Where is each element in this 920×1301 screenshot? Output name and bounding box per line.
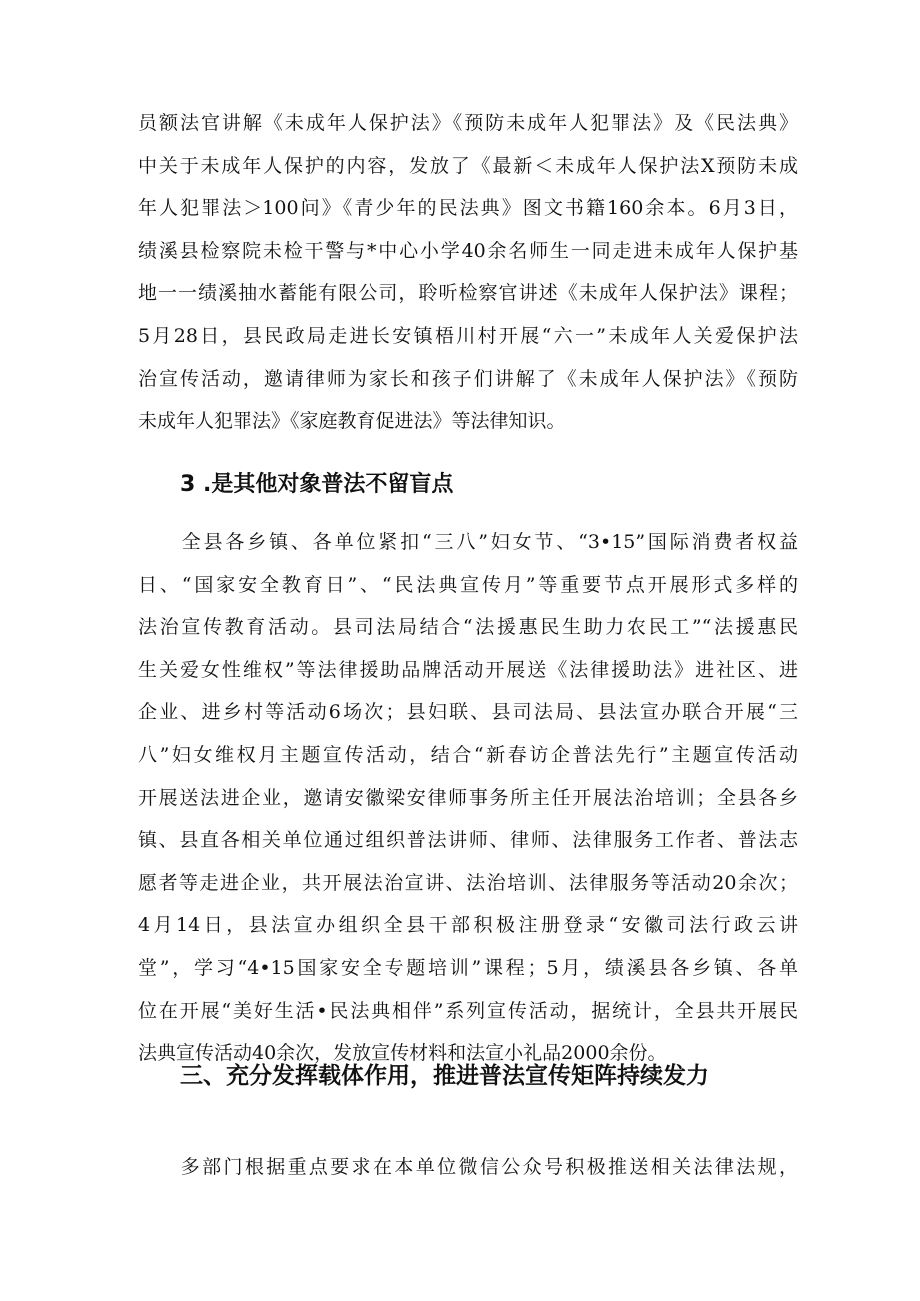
text-line: 治宣传活动，邀请律师为家长和孩子们讲解了《未成年人保护法》《预防 <box>138 367 798 390</box>
section-subheading: 3 .是其他对象普法不留盲点 <box>180 472 454 497</box>
text-line: 企业、进乡村等活动6场次；县妇联、县司法局、县法宣办联合开展“三 <box>138 701 798 724</box>
text-line: 4月14日，县法宣办组织全县干部积极注册登录“安徽司法行政云讲 <box>138 914 798 937</box>
text-line: 地一一绩溪抽水蓄能有限公司，聆听检察官讲述《未成年人保护法》课程； <box>138 282 798 305</box>
paragraph-wechat-promotion <box>138 1146 798 1189</box>
text-line: 镇、县直各相关单位通过组织普法讲师、律师、法律服务工作者、普法志 <box>138 829 798 852</box>
text-line: 全县各乡镇、各单位紧扣“三八”妇女节、“3•15”国际消费者权益 <box>138 531 798 553</box>
text-line: 绩溪县检察院未检干警与*中心小学40余名师生一同走进未成年人保护基 <box>138 239 798 262</box>
text-line: 位在开展“美好生活•民法典相伴”系列宣传活动，据统计，全县共开展民 <box>138 999 798 1022</box>
text-line: 生关爱女性维权”等法律援助品牌活动开展送《法律援助法》进社区、进 <box>138 658 798 681</box>
text-line: 年人犯罪法＞100问》《青少年的民法典》图文书籍160余本。6月3日， <box>138 197 798 220</box>
text-line: 法典宣传活动40余次，发放宣传材料和法宣小礼品2000余份。 <box>138 1042 667 1065</box>
text-line: 未成年人犯罪法》《家庭教育促进法》等法律知识。 <box>138 410 566 433</box>
section-heading: 三、充分发挥载体作用，推进普法宣传矩阵持续发力 <box>180 1063 709 1089</box>
paragraph-other-groups <box>138 521 798 1075</box>
text-line: 员额法官讲解《未成年人保护法》《预防未成年人犯罪法》及《民法典》 <box>138 112 798 134</box>
text-line: 法治宣传教育活动。县司法局结合“法援惠民生助力农民工”“法援惠民 <box>138 616 798 639</box>
text-line: 八”妇女维权月主题宣传活动，结合“新春访企普法先行”主题宣传活动 <box>138 743 798 766</box>
text-line: 开展送法进企业，邀请安徽梁安律师事务所主任开展法治培训；全县各乡 <box>138 786 798 809</box>
text-line: 中关于未成年人保护的内容，发放了《最新＜未成年人保护法Ⅹ预防未成 <box>138 154 798 177</box>
text-line: 多部门根据重点要求在本单位微信公众号积极推送相关法律法规， <box>138 1156 798 1178</box>
text-line: 堂”，学习“4•15国家安全专题培训”课程；5月，绩溪县各乡镇、各单 <box>138 956 798 979</box>
paragraph-minor-protection <box>138 102 798 443</box>
text-line: 日、“国家安全教育日”、“民法典宣传月”等重要节点开展形式多样的 <box>138 573 798 596</box>
text-line: 5月28日，县民政局走进长安镇梧川村开展“六一”未成年人关爱保护法 <box>138 324 798 347</box>
text-line: 愿者等走进企业，共开展法治宣讲、法治培训、法律服务等活动20余次； <box>138 871 798 894</box>
